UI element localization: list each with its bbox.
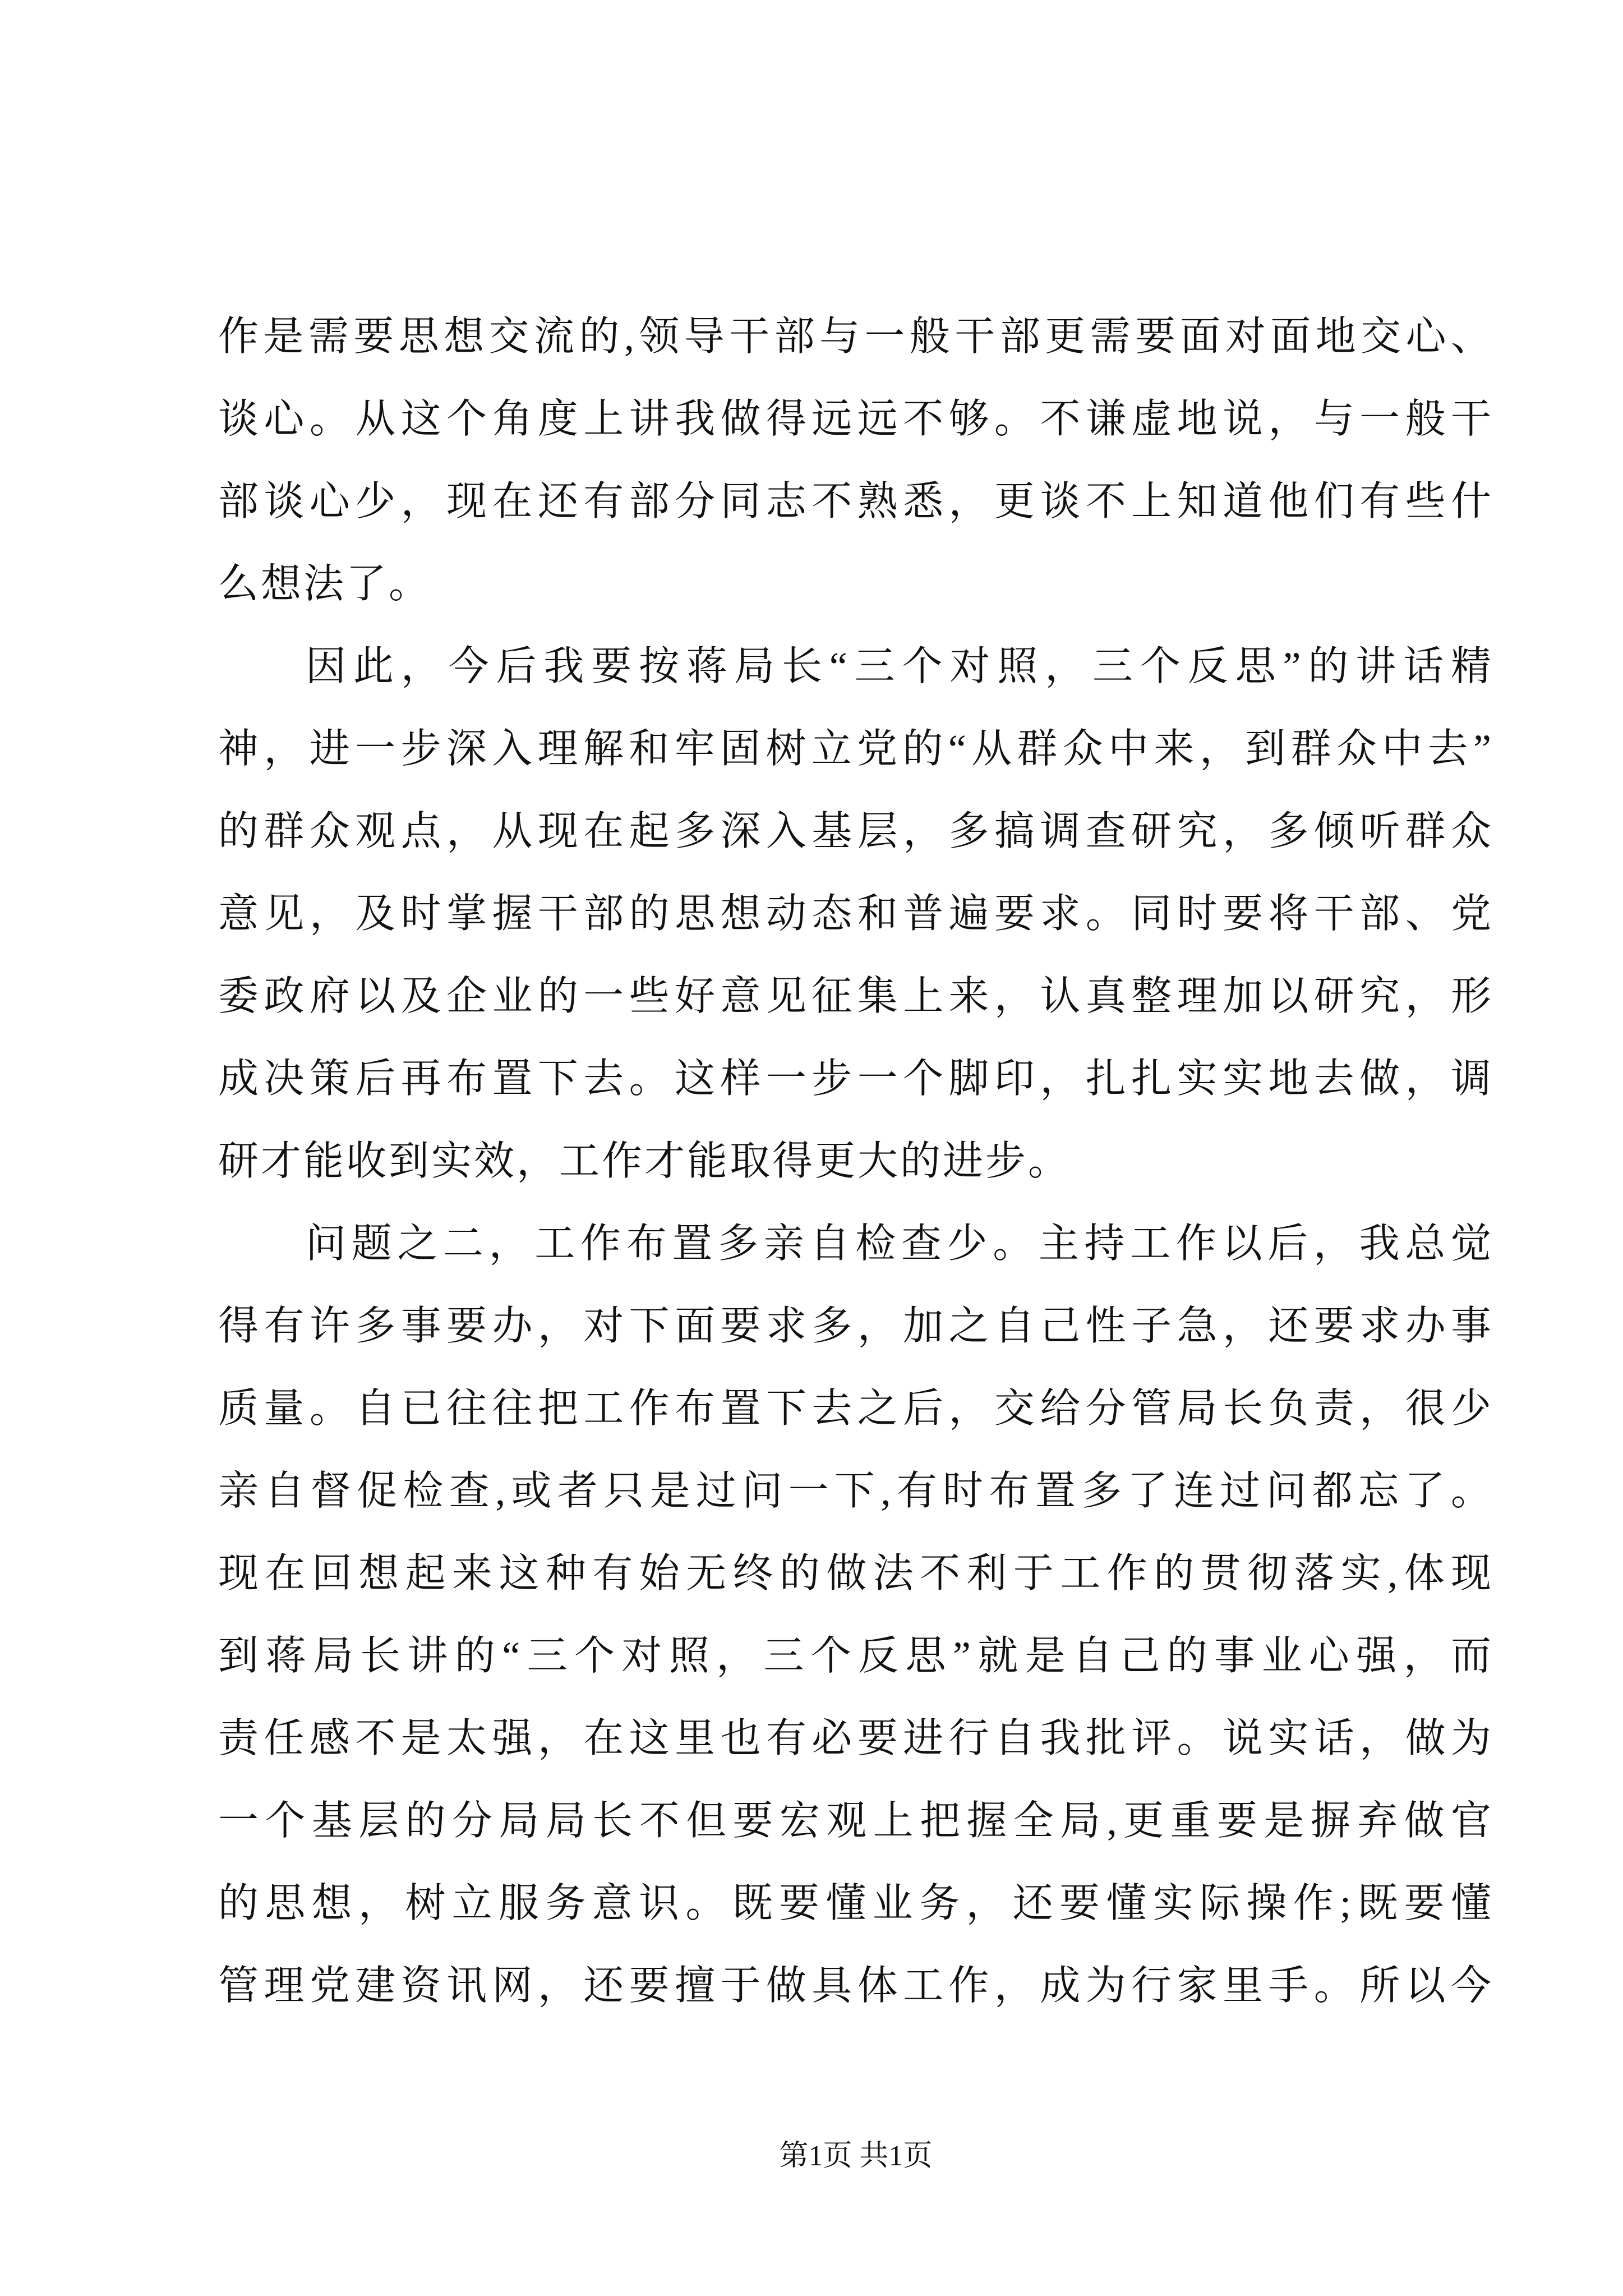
- paragraph: [218, 625, 1493, 1203]
- text-line: 的群众观点，从现在起多深入基层，多搞调查研究，多倾听群众: [218, 809, 1493, 854]
- text-line: 作是需要思想交流的,领导干部与一般干部更需要面对面地交心、: [218, 314, 1493, 359]
- text-line: 责任感不是太强，在这里也有必要进行自我批评。说实话，做为: [218, 1716, 1493, 1761]
- text-line: 问题之二，工作布置多亲自检查少。主持工作以后，我总觉: [306, 1221, 1493, 1266]
- text-line: 质量。自已往往把工作布置下去之后，交给分管局长负责，很少: [218, 1386, 1493, 1431]
- paragraph: [218, 1203, 1493, 2027]
- text-line: 神，进一步深入理解和牢固树立党的“从群众中来，到群众中去”: [218, 726, 1493, 771]
- text-line: 的思想，树立服务意识。既要懂业务，还要懂实际操作;既要懂: [218, 1881, 1493, 1926]
- text-line: 委政府以及企业的一些好意见征集上来，认真整理加以研究，形: [218, 974, 1493, 1019]
- text-line: 到蒋局长讲的“三个对照，三个反思”就是自己的事业心强，而: [218, 1634, 1493, 1678]
- text-line: 现在回想起来这种有始无终的做法不利于工作的贯彻落实,体现: [218, 1551, 1493, 1596]
- text-line: 意见，及时掌握干部的思想动态和普遍要求。同时要将干部、党: [218, 891, 1493, 936]
- text-line: 部谈心少，现在还有部分同志不熟悉，更谈不上知道他们有些什: [218, 479, 1493, 524]
- text-line: 亲自督促检查,或者只是过问一下,有时布置多了连过问都忘了。: [218, 1469, 1493, 1513]
- paragraph-continuation: [218, 296, 1493, 625]
- text-line: 么想法了。: [218, 562, 432, 606]
- text-line: 一个基层的分局局长不但要宏观上把握全局,更重要是摒弃做官: [218, 1798, 1493, 1843]
- text-line: 因此，今后我要按蒋局长“三个对照，三个反思”的讲话精: [306, 644, 1493, 689]
- page-footer: 第1页 共1页: [779, 2140, 933, 2172]
- text-line: 成决策后再布置下去。这样一步一个脚印，扎扎实实地去做，调: [218, 1056, 1493, 1101]
- text-line: 谈心。从这个角度上讲我做得远远不够。不谦虚地说，与一般干: [218, 397, 1493, 441]
- body-text: [218, 296, 1493, 2027]
- text-line: 管理党建资讯网，还要擅于做具体工作，成为行家里手。所以今: [218, 1963, 1493, 2008]
- text-line: 得有许多事要办，对下面要求多，加之自己性子急，还要求办事: [218, 1304, 1493, 1349]
- text-line: 研才能收到实效，工作才能取得更大的进步。: [218, 1139, 1071, 1184]
